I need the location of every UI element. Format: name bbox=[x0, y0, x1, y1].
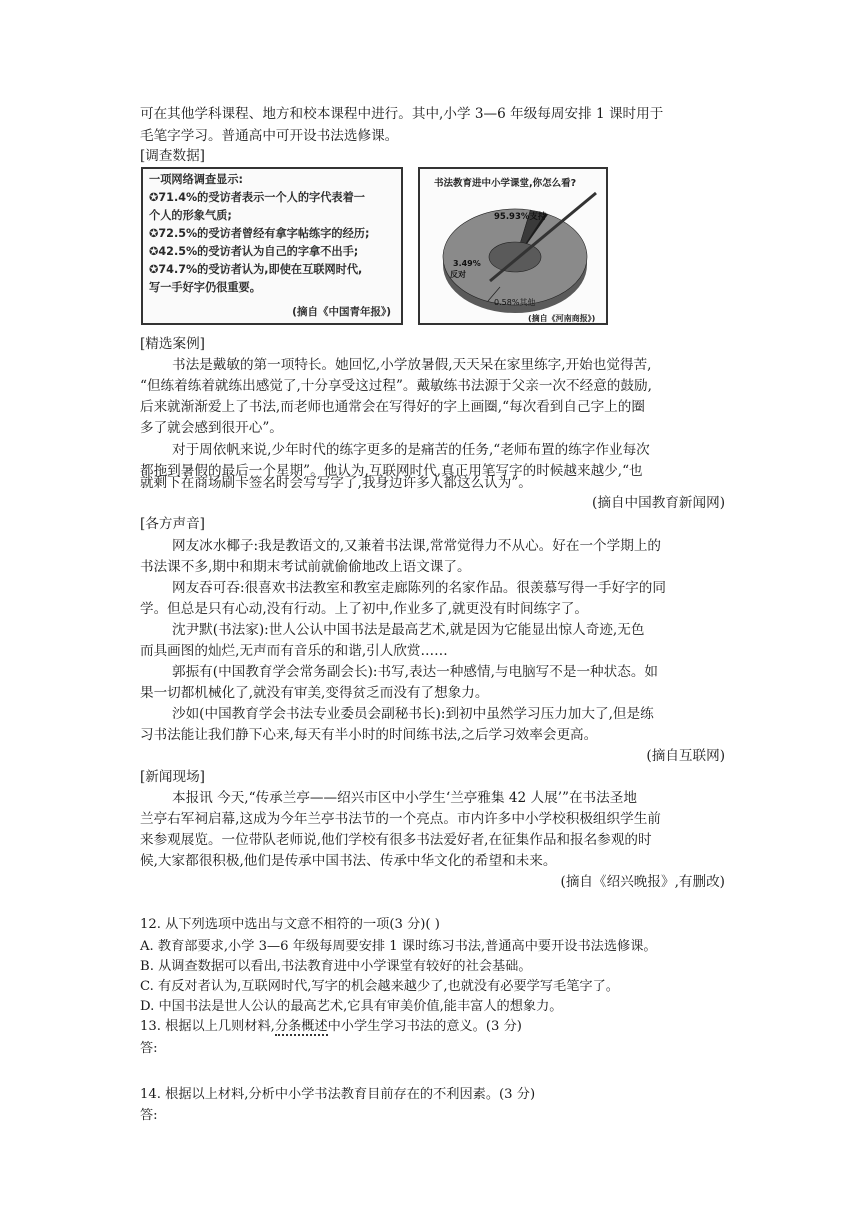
q13-emphasis: 分条概述 bbox=[274, 1019, 328, 1034]
voices-line: 郭振有(中国教育学会常务副会长):书写,表达一种感情,与电脑写不是一种状态。如 bbox=[172, 664, 659, 680]
option-a: A. 教育部要求,小学 3—6 年级每周要安排 1 课时练习书法,普通高中要开设书法选修课。 bbox=[140, 939, 657, 954]
news-source: (摘自《绍兴晚报》,有删改) bbox=[560, 874, 725, 890]
survey-line: 个人的形象气质; bbox=[149, 209, 232, 222]
chart-title: 书法教育进中小学课堂,你怎么看? bbox=[434, 178, 577, 189]
option-d: D. 中国书法是世人公认的最高艺术,它具有审美价值,能丰富人的想象力。 bbox=[140, 999, 563, 1014]
slice-label-support: 95.93%支持 bbox=[494, 212, 547, 222]
chart-source: (摘自《河南商报》) bbox=[528, 314, 596, 323]
voices-line: 果一切都机械化了,就没有审美,变得贫乏而没有了想象力。 bbox=[140, 685, 489, 701]
news-line: 来参观展览。一位带队老师说,他们学校有很多书法爱好者,在征集作品和报名参观的时 bbox=[140, 832, 652, 848]
voices-line: 书法课不多,期中和期末考试前就偷偷地改上语文课了。 bbox=[140, 559, 471, 575]
survey-line: ✪72.5%的受访者曾经有拿字帖练字的经历; bbox=[149, 227, 370, 240]
cases-p1-line: “但练着练着就练出感觉了,十分享受这过程”。戴敏练书法源于父亲一次不经意的鼓励, bbox=[140, 378, 652, 394]
pie-chart bbox=[418, 167, 608, 325]
survey-line: ✪42.5%的受访者认为自己的字拿不出手; bbox=[149, 245, 359, 258]
survey-line: 写一手好字仍很重要。 bbox=[149, 281, 261, 294]
survey-source: (摘自《中国青年报》) bbox=[292, 306, 391, 318]
cases-p2-line: 就剩下在商场刷卡签名时会写写字了,我身边许多人都这么认为”。 bbox=[140, 475, 532, 491]
survey-line: ✪74.7%的受访者认为,即使在互联网时代, bbox=[149, 263, 363, 276]
slice-label-oppose-pct: 3.49% bbox=[453, 259, 481, 268]
question-12: 12. 从下列选项中选出与文意不相符的一项(3 分)( ) bbox=[140, 917, 440, 932]
q13-prefix: 13. 根据以上几则材料, bbox=[140, 1019, 275, 1034]
pie-chart-svg bbox=[420, 169, 608, 325]
news-line: 本报讯 今天,“传承兰亭——绍兴市区中小学生‘兰亭雅集 42 人展’”在书法圣地 bbox=[172, 790, 637, 806]
cases-p1-line: 书法是戴敏的第一项特长。她回忆,小学放暑假,天天呆在家里练字,开始也觉得苦, bbox=[172, 357, 652, 373]
voices-line: 网友冰水椰子:我是教语文的,又兼着书法课,常常觉得力不从心。好在一个学期上的 bbox=[172, 538, 662, 554]
option-b: B. 从调查数据可以看出,书法教育进中小学课堂有较好的社会基础。 bbox=[140, 959, 532, 974]
voices-line: 学。但总是只有心动,没有行动。上了初中,作业多了,就更没有时间练字了。 bbox=[140, 601, 588, 617]
question-13 bbox=[140, 1017, 522, 1037]
news-line: 兰亭右军祠启幕,这成为今年兰亭书法节的一个亮点。市内许多中小学校积极组织学生前 bbox=[140, 811, 661, 827]
intro-line-2: 毛笔字学习。普通高中可开设书法选修课。 bbox=[140, 128, 399, 144]
voices-line: 沙如(中国教育学会书法专业委员会副秘书长):到初中虽然学习压力加大了,但是练 bbox=[172, 706, 654, 722]
cases-p1-line: 后来就渐渐爱上了书法,而老师也通常会在写得好的字上画圈,“每次看到自己字上的圈 bbox=[140, 399, 645, 415]
answer-13: 答: bbox=[140, 1041, 158, 1056]
survey-line: ✪71.4%的受访者表示一个人的字代表着一 bbox=[149, 191, 365, 204]
slice-label-oppose: 反对 bbox=[450, 270, 466, 279]
answer-14: 答: bbox=[140, 1108, 158, 1123]
news-header: [新闻现场] bbox=[140, 769, 205, 785]
voices-line: 沈尹默(书法家):世人公认中国书法是最高艺术,就是因为它能显出惊人奇迹,无色 bbox=[172, 622, 645, 638]
option-c: C. 有反对者认为,互联网时代,写字的机会越来越少了,也就没有必要学写毛笔字了。 bbox=[140, 979, 619, 994]
slice-label-other: 0.58%其他 bbox=[494, 298, 536, 307]
cases-p2-line: 对于周依帆来说,少年时代的练字更多的是痛苦的任务,“老师布置的练字作业每次 bbox=[172, 442, 650, 458]
voices-line: 网友吞可吞:很喜欢书法教室和教室走廊陈列的名家作品。很羡慕写得一手好字的同 bbox=[172, 580, 666, 596]
voices-header: [各方声音] bbox=[140, 516, 205, 532]
voices-line: 习书法能让我们静下心来,每天有半小时的时间练书法,之后学习效率会更高。 bbox=[140, 727, 598, 743]
cases-header: [精选案例] bbox=[140, 336, 205, 352]
q13-suffix: 中小学生学习书法的意义。(3 分) bbox=[327, 1019, 522, 1034]
news-line: 候,大家都很积极,他们是传承中国书法、传承中华文化的希望和未来。 bbox=[140, 853, 557, 869]
cases-source: (摘自中国教育新闻网) bbox=[592, 495, 725, 511]
cases-p1-line: 多了就会感到很开心”。 bbox=[140, 420, 283, 436]
survey-line: 一项网络调查显示: bbox=[149, 173, 243, 186]
survey-box bbox=[141, 167, 403, 325]
question-14: 14. 根据以上材料,分析中小学书法教育目前存在的不利因素。(3 分) bbox=[140, 1087, 536, 1102]
voices-line: 而具画图的灿烂,无声而有音乐的和谐,引人欣赏…… bbox=[140, 643, 448, 659]
survey-header: [调查数据] bbox=[140, 148, 205, 164]
voices-source: (摘自互联网) bbox=[646, 748, 725, 764]
intro-line-1: 可在其他学科课程、地方和校本课程中进行。其中,小学 3—6 年级每周安排 1 课时用于 bbox=[140, 106, 664, 122]
cases-p2-line: 都拖到暑假的最后一个星期”。他认为,互联网时代,真正用笔写字的时候越来越少,“也 bbox=[140, 463, 643, 479]
